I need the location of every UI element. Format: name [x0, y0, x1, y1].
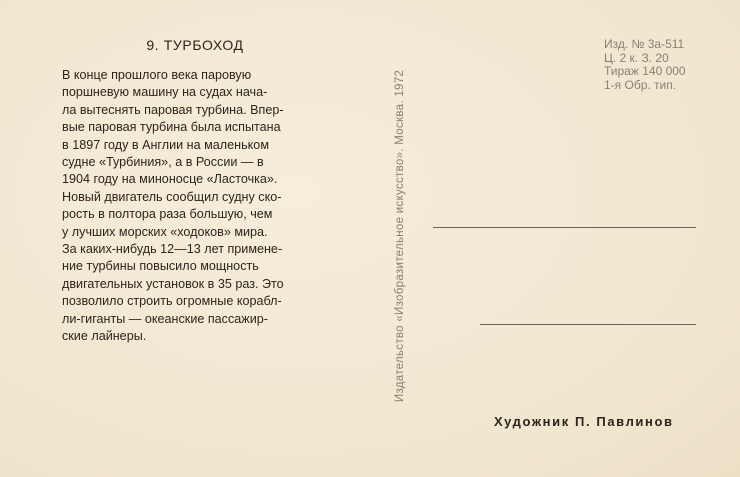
imprint-line: Изд. № 3а-511 [604, 37, 685, 51]
text-line: Новый двигатель сообщил судну ско- [62, 189, 282, 204]
text-line: 1904 году на миноносце «Ласточка». [62, 172, 278, 187]
publisher-vertical [390, 40, 410, 432]
text-line: ла вытеснять паровая турбина. Впер- [62, 102, 284, 117]
address-line [433, 227, 696, 228]
text-line: ли-гиганты — океанские пассажир- [62, 311, 268, 326]
text-line: судне «Турбиния», а в России — в [62, 155, 264, 170]
text-line: у лучших морских «ходоков» мира. [62, 224, 268, 239]
text-line: рость в полтора раза большую, чем [62, 207, 273, 222]
text-line: вые паровая турбина была испытана [62, 120, 281, 135]
text-line: ские лайнеры. [62, 329, 147, 344]
text-line: В конце прошлого века паровую [62, 68, 252, 82]
card-title: 9. ТУРБОХОД [146, 37, 244, 53]
description-text [62, 67, 330, 346]
text-line: позволило строить огромные корабл- [62, 294, 282, 309]
imprint-line: 1-я Обр. тип. [604, 77, 677, 92]
imprint-line: Ц. 2 к. З. 20 [604, 50, 669, 65]
text-line: поршневую машину на судах нача- [62, 85, 268, 100]
text-line: ние турбины повысило мощность [62, 259, 259, 274]
artist-credit: Художник П. Павлинов [494, 414, 674, 429]
publisher-text: Издательство «Изобразительное искусство». Москва. 1972 [394, 69, 406, 403]
text-line: За каких-нибудь 12—13 лет примене- [62, 242, 283, 257]
text-line: двигательных установок в 35 раз. Это [62, 276, 284, 291]
address-line [480, 324, 696, 325]
imprint-block [604, 38, 724, 92]
text-line: в 1897 году в Англии на маленьком [62, 137, 269, 152]
imprint-line: Тираж 140 000 [604, 64, 686, 78]
